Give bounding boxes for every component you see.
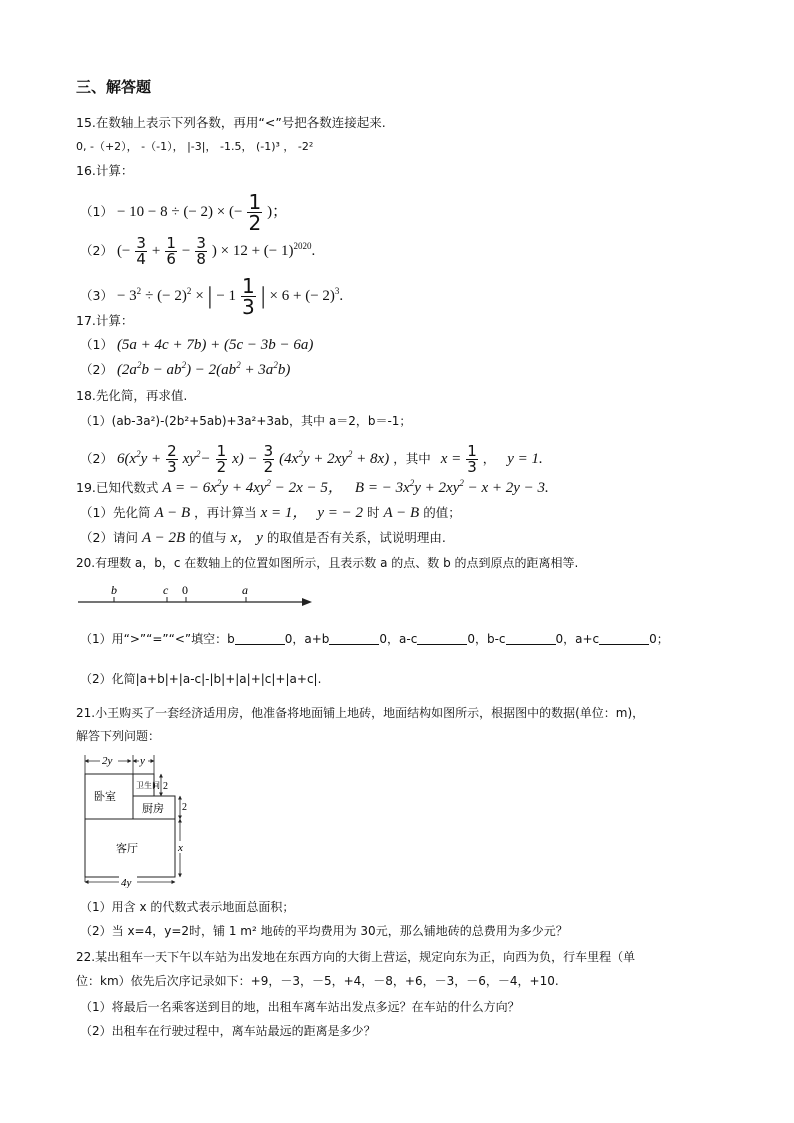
q16-part2-exp: 2020 — [293, 241, 312, 251]
q21-bath-h: 2 — [163, 781, 168, 792]
q21-living-label: 客厅 — [116, 843, 138, 855]
q21-part1: （1）用含 x 的代数式表示地面总面积； — [80, 900, 295, 914]
q16-part3-a-exp: 2 — [136, 286, 142, 296]
q15-numbers: 0, -（+2）， -（-1）， |-3|， -1.5， (-1)³ ， -2² — [76, 140, 314, 153]
q17-p2-exp4: 2 — [273, 360, 278, 370]
q18-p2-f1-den: 3 — [167, 458, 177, 476]
q19-p1-c: 时 — [367, 505, 380, 520]
q19-A-a: A = − 6x — [162, 480, 217, 496]
q21-bedroom-label: 卧室 — [94, 791, 116, 803]
q16-part2-frac1-den: 4 — [136, 250, 146, 268]
q16-part2-minus: − — [181, 243, 191, 259]
q16-part2-label: （2） — [80, 243, 113, 258]
q17-part1-expr: (5a + 4c + 7b) + (5c − 3b − 6a) — [116, 337, 314, 353]
q19-A-b: y + 4xy — [221, 480, 267, 496]
q16-part3-d-exp: 3 — [334, 286, 340, 296]
q16-part1-end: )； — [267, 204, 288, 220]
q16-part1-frac — [247, 192, 262, 233]
q18-p2-f3-num: 3 — [263, 442, 274, 460]
q21-floor-plan — [76, 752, 196, 888]
q20-p1-e: 0，a+c — [555, 632, 600, 646]
q17-p2-exp3: 2 — [236, 360, 241, 370]
q18-part2 — [80, 444, 543, 475]
q18-p2-f: (4x — [279, 451, 299, 467]
q17-part1 — [80, 336, 313, 354]
q20-part1 — [80, 630, 669, 648]
q20-blank-3[interactable] — [417, 632, 467, 645]
section-title: 三、解答题 — [76, 78, 152, 96]
q21-part2: （2）当 x=4，y=2时，铺 1 m² 地砖的平均费用为 30元，那么铺地砖的总费用为多少元？ — [80, 924, 568, 938]
q16-part2-frac1 — [135, 236, 147, 267]
q18-part2-frac1 — [166, 444, 178, 475]
q18-p2-e1: 2 — [136, 449, 141, 459]
q19-p2-m2: x， — [230, 530, 253, 546]
q20-p1-d: 0，b-c — [467, 632, 506, 646]
q16-part2-frac2-den: 6 — [166, 250, 176, 268]
q16-part2-end: . — [311, 243, 316, 259]
q18-p2-c: xy — [182, 451, 196, 467]
q17-part2 — [80, 361, 290, 379]
q18-part2-xeq: x = — [440, 451, 462, 467]
q21-line2: 解答下列问题： — [76, 729, 161, 743]
q18-p2-fx-num: 1 — [467, 442, 477, 460]
q16-part3-abs-open: | — [207, 283, 213, 310]
q19-p1-d: 的值； — [423, 505, 461, 520]
q16-part1-frac-num: 1 — [248, 190, 262, 214]
q16-part3-d-text: × 6 + (− 2) — [269, 288, 335, 304]
q16-part2-frac2-num: 1 — [166, 234, 176, 252]
q16-part3-frac — [241, 276, 256, 317]
q20-p1-f: 0； — [649, 632, 669, 646]
q19-intro — [76, 479, 549, 497]
q22-part1: （1）将最后一名乘客送到目的地，出租车离车站出发点多远？在车站的什么方向？ — [80, 1000, 520, 1014]
q22-part2: （2）出租车在行驶过程中，离车站最远的距离是多少？ — [80, 1024, 376, 1038]
q19-p2-c: 的取值是否有关系，试说明理由. — [266, 530, 446, 545]
q15-text: 15.在数轴上表示下列各数，再用“<”号把各数连接起来. — [76, 115, 386, 130]
q18-p2-g: y + 2xy — [302, 451, 348, 467]
q20-label-c: c — [163, 583, 169, 597]
q20-blank-5[interactable] — [599, 632, 649, 645]
q18-p2-f2-den: 2 — [216, 458, 227, 476]
q19-expr-A — [162, 480, 343, 496]
q19-expr-B — [355, 480, 549, 496]
q19-p2-m3: y — [256, 530, 263, 546]
q16-part2-rest — [212, 243, 315, 259]
q20-label-a: a — [242, 583, 248, 597]
q19-B-e2: 2 — [459, 478, 464, 488]
q19-p1-m1: A − B — [154, 505, 191, 521]
q17-part2-label: （2） — [80, 362, 113, 377]
q18-part2-frac2 — [216, 444, 228, 475]
q16-part2-frac3-num: 3 — [196, 234, 206, 252]
q20-p1-c: 0，a-c — [379, 632, 418, 646]
q16-part3-a — [117, 288, 141, 304]
q16-part3-d — [270, 288, 344, 304]
q17-p2-e: b) — [277, 362, 291, 378]
q16-part2-plus: + — [151, 243, 161, 259]
q18-part1: （1）(ab-3a²)-(2b²+5ab)+3a²+3ab，其中 a＝2，b＝-1； — [80, 414, 412, 428]
q20-label-zero: 0 — [182, 583, 188, 597]
q16-part3-frac-den: 3 — [242, 295, 255, 319]
q21-dim-x: x — [178, 842, 183, 854]
q16-part3-end: . — [339, 288, 344, 304]
q18-p2-h: + 8x) — [352, 451, 390, 467]
q17-p2-c: ) − 2(ab — [186, 362, 237, 378]
q17-part1-label: （1） — [80, 337, 113, 352]
q16-part3-b — [145, 288, 191, 304]
q16-part2-frac3-den: 8 — [196, 250, 206, 268]
q22-line2: 位：km）依先后次序记录如下：+9，－3，－5，+4，－8，+6，－3，－6，－4，+10. — [76, 974, 559, 988]
q18-part2-fracx — [466, 444, 478, 475]
q18-part2-label: （2） — [80, 451, 113, 466]
q18-part2-tail — [279, 451, 389, 467]
q20-text: 20.有理数 a，b，c 在数轴上的位置如图所示，且表示数 a 的点、数 b 的点到原点的距离相等. — [76, 556, 579, 570]
q19-p2-b: 的值与 — [189, 530, 227, 545]
q18-part2-mid — [183, 451, 211, 467]
q18-p2-d: − — [200, 451, 211, 467]
q16-part3-b-text: ÷ (− 2) — [145, 288, 187, 304]
q19-A-e1: 2 — [216, 478, 222, 488]
q21-dim-y: y — [140, 755, 145, 767]
q19-part1 — [80, 504, 461, 522]
q18-part2-where: ，其中 — [393, 451, 431, 466]
q17-p2-d: + 3a — [240, 362, 274, 378]
q16-part3-abs-close: | — [260, 283, 266, 310]
q21-dim-4y: 4y — [121, 877, 132, 888]
q16-title: 16.计算： — [76, 163, 134, 178]
q19-B-c: − x + 2y − 3. — [463, 480, 549, 496]
q17-title: 17.计算： — [76, 313, 134, 328]
q16-part2-frac3 — [195, 236, 207, 267]
q19-A-c: − 2x − 5， — [271, 480, 343, 496]
q18-p2-e2: 2 — [195, 449, 201, 459]
q20-blank-4[interactable] — [506, 632, 556, 645]
q17-p2-exp1: 2 — [136, 360, 142, 370]
q16-part3-minus-one: − 1 — [216, 288, 237, 304]
q19-p1-b: ，再计算当 — [194, 505, 257, 520]
q17-part2-expr — [117, 362, 290, 378]
q16-part2-frac1-num: 3 — [136, 234, 146, 252]
q21-dim-2y: 2y — [102, 755, 113, 767]
q18-p2-a: 6(x — [116, 451, 137, 467]
q21-kitchen-label: 厨房 — [142, 803, 164, 815]
q20-number-line — [76, 576, 316, 612]
q16-part3-label: （3） — [80, 288, 113, 303]
q16-part2-rest-text: ) × 12 + (− 1) — [211, 243, 294, 259]
q16-part2 — [80, 236, 315, 267]
q20-p1-a: （1）用“>”“=”“<”填空：b — [80, 632, 235, 646]
q16-part3-a-text: − 3 — [116, 288, 137, 304]
q17-p2-exp2: 2 — [181, 360, 187, 370]
q18-p2-f2-num: 1 — [216, 442, 227, 460]
q16-part1-label: （1） — [80, 204, 113, 219]
q20-blank-2[interactable] — [329, 632, 379, 645]
q18-p2-b: y + — [140, 451, 162, 467]
q16-part1 — [80, 192, 287, 233]
q21-line1: 21.小王购买了一套经济适用房，他准备将地面铺上地砖，地面结构如图所示，根据图中的数据(单位：m)， — [76, 706, 645, 720]
q19-A-e2: 2 — [266, 478, 272, 488]
q20-blank-1[interactable] — [235, 632, 285, 645]
q21-kitchen-h: 2 — [182, 802, 187, 813]
q18-p2-fx-den: 3 — [467, 458, 477, 476]
q19-B-b: y + 2xy — [414, 480, 460, 496]
q18-part2-e: x) − — [232, 451, 258, 467]
q16-part2-open: (− — [116, 243, 131, 259]
q19-p1-a: （1）先化简 — [80, 505, 151, 520]
q16-part3-c: × — [195, 288, 208, 304]
q19-p1-m4: A − B — [383, 505, 420, 521]
q21-bath-label: 卫生间 — [136, 781, 160, 790]
q18-part2-yeq: y = 1. — [507, 451, 543, 467]
q20-p1-b: 0，a+b — [284, 632, 330, 646]
q18-title: 18.先化简，再求值. — [76, 388, 188, 403]
q18-part2-comma: ， — [482, 451, 496, 466]
q19-B-a: B = − 3x — [354, 480, 410, 496]
q19-B-e1: 2 — [409, 478, 415, 488]
q20-label-b: b — [111, 583, 117, 597]
q16-part3 — [80, 276, 343, 317]
q17-p2-a: (2a — [116, 362, 137, 378]
q19-p1-m2: x = 1， — [260, 505, 308, 521]
q20-axis-arrow-icon — [302, 598, 312, 606]
q16-part3-b-exp: 2 — [186, 286, 192, 296]
q22-line1: 22.某出租车一天下午以车站为出发地在东西方向的大街上营运，规定向东为正，向西为负，行车里程（单 — [76, 950, 636, 964]
q18-p2-f1-num: 2 — [167, 442, 177, 460]
q19-intro-text: 19.已知代数式 — [76, 480, 159, 495]
q20-part2: （2）化简|a+b|+|a-c|-|b|+|a|+|c|+|a+c|. — [80, 672, 322, 686]
q17-p2-b: b − ab — [141, 362, 182, 378]
q18-p2-e4: 2 — [347, 449, 353, 459]
q19-p2-m1: A − 2B — [141, 530, 186, 546]
q19-p2-a: （2）请问 — [80, 530, 138, 545]
q16-part1-frac-den: 2 — [248, 211, 262, 235]
q19-part2 — [80, 529, 446, 547]
q16-part3-frac-num: 1 — [242, 274, 255, 298]
q18-p2-f3-den: 2 — [263, 458, 274, 476]
q19-p1-m3: y = − 2 — [317, 505, 364, 521]
q18-p2-e3: 2 — [298, 449, 303, 459]
q16-part1-expr-a: − 10 − 8 ÷ (− 2) × (− — [116, 204, 243, 220]
q18-part2-expr — [117, 451, 161, 467]
q16-part2-frac2 — [165, 236, 177, 267]
q18-part2-frac3 — [263, 444, 275, 475]
